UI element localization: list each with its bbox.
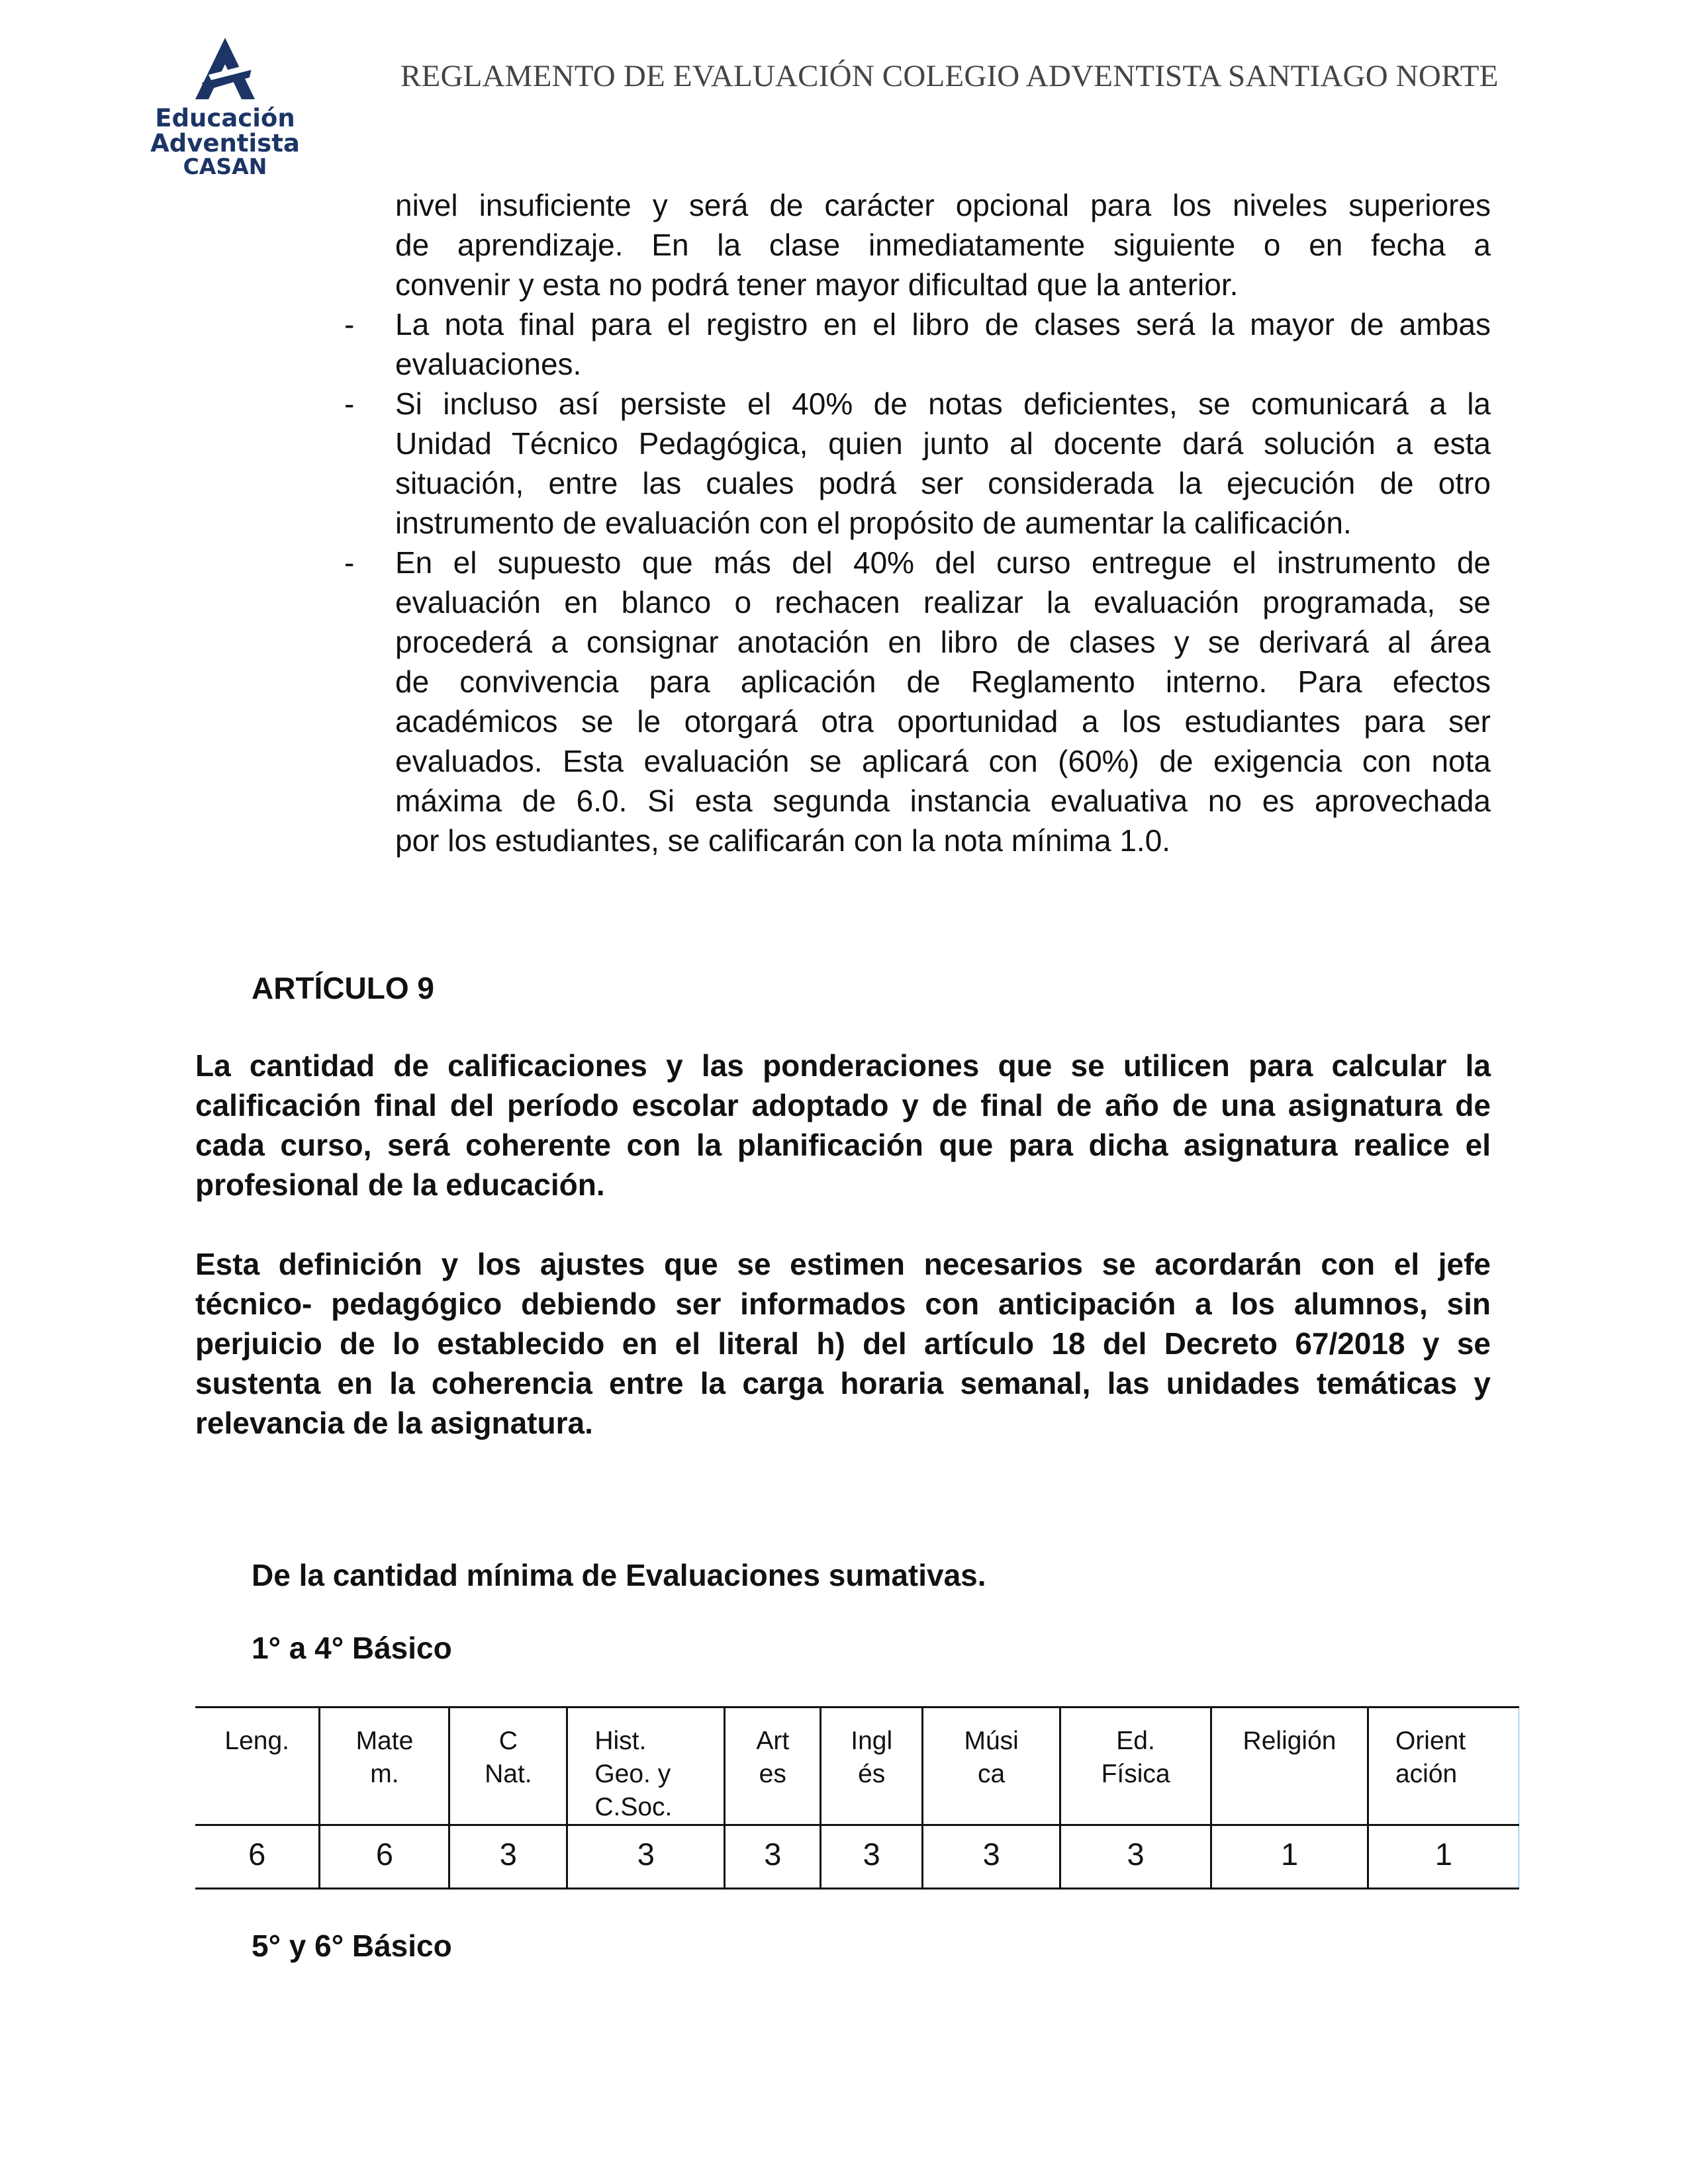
- table-header-row: [195, 1707, 1519, 1825]
- bullet-line: instrumento de evaluación con el propósito de aumentar la calificación.: [395, 506, 1352, 540]
- article-paragraph-line: cada curso, será coherente con la planificación que para dicha asignatura realice el: [195, 1128, 1491, 1162]
- article-paragraph-line: calificación final del período escolar adoptado y de final de año de una asignatura de: [195, 1088, 1491, 1122]
- bullet-line: evaluados. Esta evaluación se aplicará con (60%) de exigencia con nota: [395, 744, 1491, 778]
- article-paragraph-line: técnico- pedagógico debiendo ser informados con anticipación a los alumnos, sin: [195, 1287, 1491, 1321]
- table-header-cell: Orient ación: [1368, 1707, 1519, 1825]
- bullet-line: evaluaciones.: [395, 347, 582, 381]
- bullet-line: Unidad Técnico Pedagógica, quien junto al docente dará solución a esta: [395, 426, 1491, 461]
- logo-text-line-3: CASAN: [183, 154, 267, 179]
- header-title: REGLAMENTO DE EVALUACIÓN COLEGIO ADVENTISTA SANTIAGO NORTE: [400, 59, 1499, 93]
- level-heading-5-6: 5° y 6° Básico: [252, 1929, 452, 1963]
- table-cell: 3: [821, 1825, 923, 1889]
- table-header-cell: Hist. Geo. y C.Soc.: [567, 1707, 725, 1825]
- body-line: de aprendizaje. En la clase inmediatamente siguiente o en fecha a: [395, 228, 1491, 262]
- bullet-line: La nota final para el registro en el libro de clases será la mayor de ambas: [395, 307, 1491, 341]
- article-paragraph-line: sustenta en la coherencia entre la carga horaria semanal, las unidades temáticas y: [195, 1366, 1491, 1400]
- logo-mark-icon: [189, 36, 261, 103]
- bullet-line: En el supuesto que más del 40% del curso entregue el instrumento de: [395, 545, 1491, 580]
- bullet-line: por los estudiantes, se calificarán con la nota mínima 1.0.: [395, 823, 1171, 858]
- logo-text-line-1: Educación: [155, 104, 295, 132]
- bullet-line: procederá a consignar anotación en libro de clases y se derivará al área: [395, 625, 1491, 659]
- table-header-cell: C Nat.: [449, 1707, 567, 1825]
- bullet-line: máxima de 6.0. Si esta segunda instancia evaluativa no es aprovechada: [395, 784, 1491, 818]
- article-paragraph-line: profesional de la educación.: [195, 1167, 605, 1202]
- table-cell: 6: [195, 1825, 320, 1889]
- table-cell: 3: [1060, 1825, 1211, 1889]
- section-heading: De la cantidad mínima de Evaluaciones sumativas.: [252, 1558, 986, 1592]
- article-paragraph-line: Esta definición y los ajustes que se estimen necesarios se acordarán con el jefe: [195, 1247, 1491, 1281]
- table-header-cell: Art es: [725, 1707, 821, 1825]
- table-header-cell: Ed. Física: [1060, 1707, 1211, 1825]
- table-header-cell: Religión: [1211, 1707, 1368, 1825]
- table-cell: 3: [567, 1825, 725, 1889]
- article-paragraph-line: La cantidad de calificaciones y las ponderaciones que se utilicen para calcular la: [195, 1048, 1491, 1083]
- bullet-line: Si incluso así persiste el 40% de notas deficientes, se comunicará a la: [395, 387, 1491, 421]
- bullet-line: de convivencia para aplicación de Reglamento interno. Para efectos: [395, 664, 1491, 699]
- table-cell: 1: [1368, 1825, 1519, 1889]
- table-cell: 3: [449, 1825, 567, 1889]
- table-cell: 1: [1211, 1825, 1368, 1889]
- article-paragraph-line: relevancia de la asignatura.: [195, 1406, 593, 1440]
- level-heading-1-4: 1° a 4° Básico: [252, 1631, 452, 1665]
- body-line: convenir y esta no podrá tener mayor dificultad que la anterior.: [395, 267, 1239, 302]
- logo: [139, 36, 311, 179]
- logo-text-line-2: Adventista: [150, 129, 300, 158]
- bullet-line: situación, entre las cuales podrá ser considerada la ejecución de otro: [395, 466, 1491, 500]
- evaluations-table: [195, 1706, 1519, 1889]
- table-header-cell: Ingl és: [821, 1707, 923, 1825]
- bullet-dash: -: [344, 545, 355, 580]
- table-cell: 6: [320, 1825, 449, 1889]
- table-cell: 3: [725, 1825, 821, 1889]
- bullet-line: evaluación en blanco o rechacen realizar la evaluación programada, se: [395, 585, 1491, 619]
- table-header-cell: Mate m.: [320, 1707, 449, 1825]
- body-line: nivel insuficiente y será de carácter opcional para los niveles superiores: [395, 188, 1491, 222]
- bullet-line: académicos se le otorgará otra oportunidad a los estudiantes para ser: [395, 704, 1491, 739]
- article-paragraph-line: perjuicio de lo establecido en el literal h) del artículo 18 del Decreto 67/2018 y se: [195, 1326, 1491, 1361]
- table-row: [195, 1825, 1519, 1889]
- bullet-dash: -: [344, 387, 355, 421]
- table-header-cell: Músi ca: [923, 1707, 1060, 1825]
- bullet-dash: -: [344, 307, 355, 341]
- table-cell: 3: [923, 1825, 1060, 1889]
- article-title: ARTÍCULO 9: [252, 971, 434, 1005]
- table-header-cell: Leng.: [195, 1707, 320, 1825]
